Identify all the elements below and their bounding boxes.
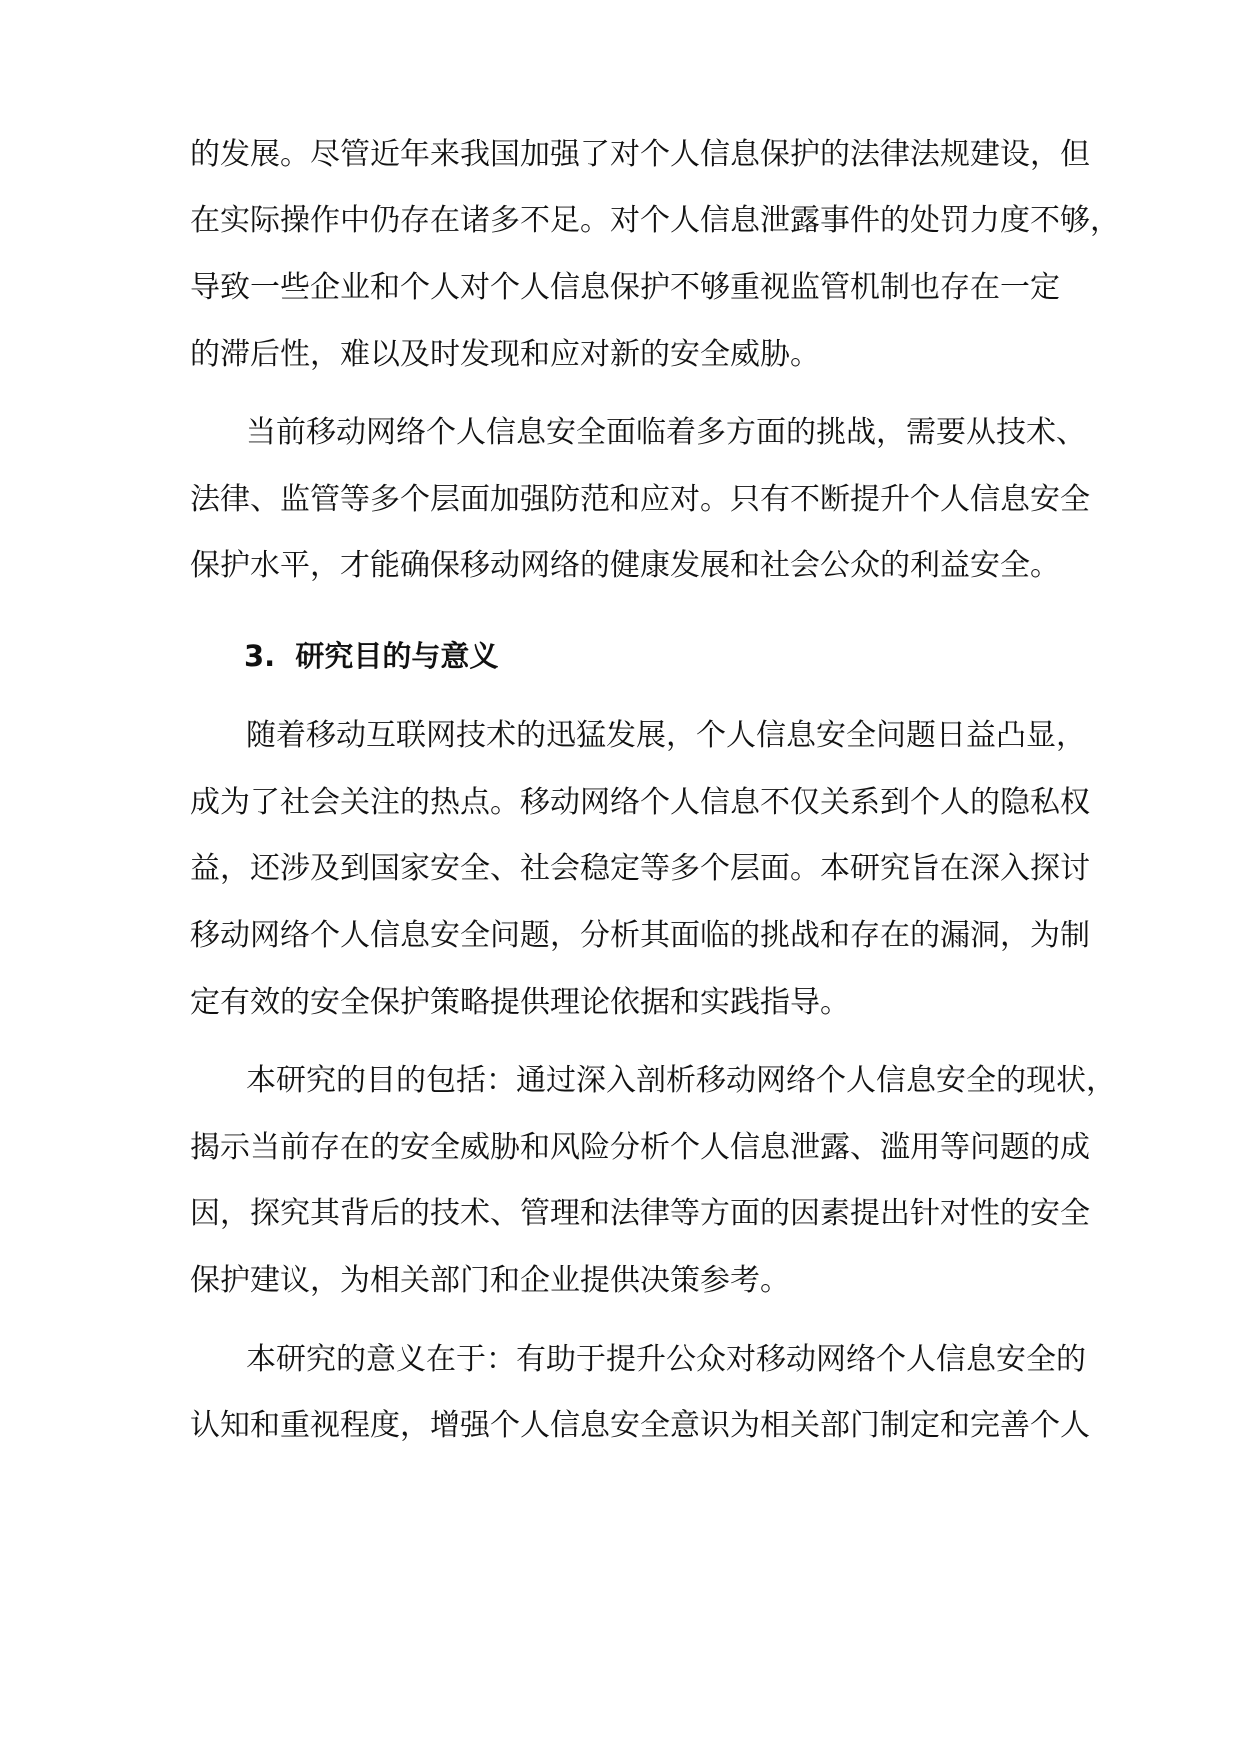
paragraph-1-line-2: 在实际操作中仍存在诸多不足。对个人信息泄露事件的处罚力度不够， xyxy=(190,203,1120,238)
paragraph-1-line-1: 的发展。尽管近年来我国加强了对个人信息保护的法律法规建设，但 xyxy=(190,137,1090,172)
section-paragraph-3-line-1: 本研究的意义在于：有助于提升公众对移动网络个人信息安全的 xyxy=(246,1342,1086,1377)
section-paragraph-1-line-2: 成为了社会关注的热点。移动网络个人信息不仅关系到个人的隐私权 xyxy=(190,785,1090,820)
section-paragraph-2-line-3: 因，探究其背后的技术、管理和法律等方面的因素提出针对性的安全 xyxy=(190,1196,1090,1231)
section-paragraph-2-line-2: 揭示当前存在的安全威胁和风险分析个人信息泄露、滥用等问题的成 xyxy=(190,1130,1090,1165)
paragraph-2-line-1: 当前移动网络个人信息安全面临着多方面的挑战，需要从技术、 xyxy=(246,415,1086,450)
section-paragraph-1-line-1: 随着移动互联网技术的迅猛发展，个人信息安全问题日益凸显， xyxy=(246,718,1086,753)
section-paragraph-3-line-2: 认知和重视程度，增强个人信息安全意识为相关部门制定和完善个人 xyxy=(190,1408,1090,1443)
section-paragraph-2-line-1: 本研究的目的包括：通过深入剖析移动网络个人信息安全的现状， xyxy=(246,1063,1116,1098)
paragraph-2-line-2: 法律、监管等多个层面加强防范和应对。只有不断提升个人信息安全 xyxy=(190,482,1090,517)
paragraph-1-line-3: 导致一些企业和个人对个人信息保护不够重视监管机制也存在一定 xyxy=(190,270,1060,305)
section-paragraph-2-line-4: 保护建议，为相关部门和企业提供决策参考。 xyxy=(190,1263,790,1298)
section-number: 3. xyxy=(244,639,276,673)
section-paragraph-1-line-5: 定有效的安全保护策略提供理论依据和实践指导。 xyxy=(190,985,850,1020)
section-paragraph-1-line-3: 益，还涉及到国家安全、社会稳定等多个层面。本研究旨在深入探讨 xyxy=(190,851,1090,886)
paragraph-1-line-4: 的滞后性，难以及时发现和应对新的安全威胁。 xyxy=(190,337,820,372)
paragraph-2-line-3: 保护水平，才能确保移动网络的健康发展和社会公众的利益安全。 xyxy=(190,548,1060,583)
section-title: 研究目的与意义 xyxy=(295,639,499,673)
section-heading xyxy=(244,636,498,676)
section-paragraph-1-line-4: 移动网络个人信息安全问题，分析其面临的挑战和存在的漏洞，为制 xyxy=(190,918,1090,953)
